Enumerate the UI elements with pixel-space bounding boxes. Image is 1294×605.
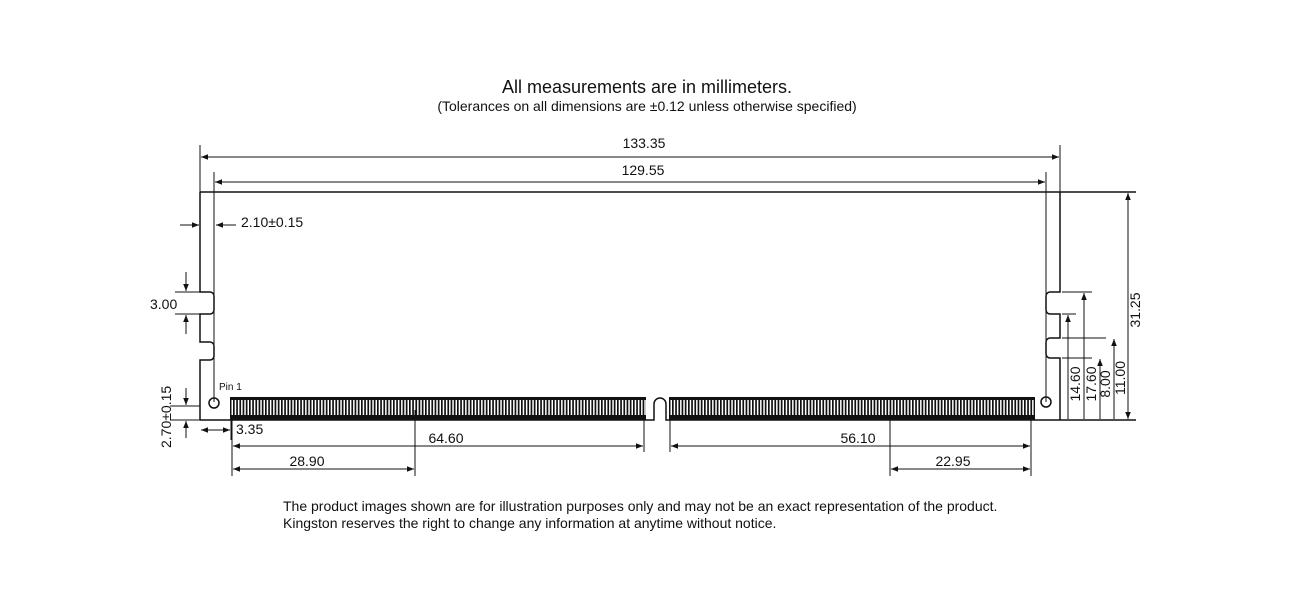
contact-pin-gap: [869, 400, 871, 415]
contact-pin-gap: [398, 400, 400, 415]
contact-pin-gap: [635, 400, 637, 415]
contact-pin-gap: [305, 400, 307, 415]
contact-pin-gap: [260, 400, 262, 415]
contact-pin-gap: [943, 400, 945, 415]
contact-pin-gap: [847, 400, 849, 415]
contact-pin-gap: [625, 400, 627, 415]
contact-pin-gap: [564, 400, 566, 415]
contact-pin-gap: [526, 400, 528, 415]
dim-left-contacts-length: 64.60: [428, 430, 464, 446]
contact-pin-gap: [975, 400, 977, 415]
contact-pin-gap: [235, 400, 237, 415]
contact-pin-gap: [789, 400, 791, 415]
contact-pin-gap: [856, 400, 858, 415]
dim-edge-offset: 2.10±0.15: [241, 214, 304, 230]
contact-pins-left: [230, 397, 646, 420]
contact-pin-gap: [433, 400, 435, 415]
contact-pin-gap: [516, 400, 518, 415]
contact-pin-gap: [933, 400, 935, 415]
contact-pin-gap: [401, 400, 403, 415]
contact-pin-gap: [494, 400, 496, 415]
contact-pin-gap: [363, 400, 365, 415]
contact-pin-gap: [891, 400, 893, 415]
contact-pin-gap: [296, 400, 298, 415]
contact-pin-gap: [840, 400, 842, 415]
dimension-lines: [170, 145, 1128, 476]
contact-pin-gap: [866, 400, 868, 415]
contact-pin-gap: [376, 400, 378, 415]
contact-pin-gap: [312, 400, 314, 415]
contact-pin-gap: [417, 400, 419, 415]
contact-pin-gap: [404, 400, 406, 415]
contact-pin-gap: [475, 400, 477, 415]
contact-pin-gap: [472, 400, 474, 415]
contact-pin-gap: [815, 400, 817, 415]
contact-pin-gap: [632, 400, 634, 415]
contact-pin-gap: [907, 400, 909, 415]
contact-pin-gap: [420, 400, 422, 415]
contact-pin-gap: [770, 400, 772, 415]
contact-pin-gap: [596, 400, 598, 415]
contact-pin-gap: [895, 400, 897, 415]
contact-pin-gap: [751, 400, 753, 415]
contact-pin-gap: [292, 400, 294, 415]
contact-pin-gap: [353, 400, 355, 415]
contact-pin-gap: [709, 400, 711, 415]
contact-pin-gap: [923, 400, 925, 415]
contact-pin-gap: [440, 400, 442, 415]
contact-pin-gap: [955, 400, 957, 415]
contact-pin-gap: [385, 400, 387, 415]
contact-pin-gap: [671, 400, 673, 415]
contact-pin-gap: [449, 400, 451, 415]
contact-pin-gap: [497, 400, 499, 415]
disclaimer-line-2: Kingston reserves the right to change any information at anytime without notice.: [283, 515, 777, 531]
contact-pin-gap: [949, 400, 951, 415]
dim-right-notch-offset: 22.95: [935, 453, 971, 469]
contact-pin-gap: [612, 400, 614, 415]
contact-pin-gap: [1029, 400, 1031, 415]
contact-pin-gap: [799, 400, 801, 415]
contact-pin-gap: [456, 400, 458, 415]
contact-pin-gap: [568, 400, 570, 415]
contact-pin-gap: [584, 400, 586, 415]
contact-pin-gap: [606, 400, 608, 415]
contact-pin-gap: [735, 400, 737, 415]
contact-pin-gap: [914, 400, 916, 415]
contact-pin-gap: [757, 400, 759, 415]
contact-pin-gap: [795, 400, 797, 415]
contact-pin-gap: [536, 400, 538, 415]
contact-pin-gap: [254, 400, 256, 415]
contact-pin-gap: [334, 400, 336, 415]
contact-pin-gap: [574, 400, 576, 415]
contact-pin-gap: [920, 400, 922, 415]
contact-pin-gap: [340, 400, 342, 415]
contact-pin-gap: [539, 400, 541, 415]
contact-pin-gap: [280, 400, 282, 415]
contact-pin-gap: [593, 400, 595, 415]
contact-pin-gap: [603, 400, 605, 415]
contact-pin-gap: [350, 400, 352, 415]
contact-pin-gap: [424, 400, 426, 415]
contact-pin-gap: [818, 400, 820, 415]
contact-strip: [669, 397, 1035, 420]
contact-pin-gap: [863, 400, 865, 415]
contact-pin-gap: [805, 400, 807, 415]
dim-right-contacts-length: 56.10: [840, 430, 876, 446]
contact-pin-gap: [244, 400, 246, 415]
contact-pin-gap: [241, 400, 243, 415]
contact-pin-gap: [843, 400, 845, 415]
contact-pin-gap: [552, 400, 554, 415]
contact-pin-gap: [699, 400, 701, 415]
contact-pin-gap: [1003, 400, 1005, 415]
contact-pin-gap: [452, 400, 454, 415]
contact-pin-gap: [831, 400, 833, 415]
contact-pin-gap: [927, 400, 929, 415]
contact-pin-gap: [687, 400, 689, 415]
contact-pin-gap: [484, 400, 486, 415]
contact-pin-gap: [436, 400, 438, 415]
contact-pin-gap: [360, 400, 362, 415]
contact-pin-gap: [491, 400, 493, 415]
contact-pin-gap: [763, 400, 765, 415]
contact-pin-gap: [715, 400, 717, 415]
contact-pin-gap: [744, 400, 746, 415]
contact-pin-gap: [513, 400, 515, 415]
contact-pins-right: [669, 397, 1035, 420]
contact-pin-gap: [917, 400, 919, 415]
dim-notch-height: 3.00: [150, 296, 178, 312]
contact-pin-gap: [786, 400, 788, 415]
contact-pin-gap: [430, 400, 432, 415]
contact-pin-gap: [827, 400, 829, 415]
contact-pin-gap: [821, 400, 823, 415]
contact-pin-gap: [388, 400, 390, 415]
contact-pin-gap: [722, 400, 724, 415]
contact-pin-gap: [427, 400, 429, 415]
contact-pin-gap: [577, 400, 579, 415]
contact-pin-gap: [981, 400, 983, 415]
contact-pin-gap: [411, 400, 413, 415]
contact-pin-gap: [738, 400, 740, 415]
page-subtitle: (Tolerances on all dimensions are ±0.12 unless otherwise specified): [437, 98, 857, 114]
contact-pin-gap: [754, 400, 756, 415]
module-outline: [200, 192, 1136, 420]
contact-pin-gap: [693, 400, 695, 415]
contact-pin-gap: [1019, 400, 1021, 415]
contact-pin-gap: [462, 400, 464, 415]
contact-pin-gap: [939, 400, 941, 415]
contact-pin-gap: [731, 400, 733, 415]
page-title: All measurements are in millimeters.: [501, 77, 793, 97]
contact-pin-gap: [251, 400, 253, 415]
contact-pin-gap: [1016, 400, 1018, 415]
dim-pcb-width: 129.55: [621, 162, 665, 178]
contact-pin-gap: [267, 400, 269, 415]
contact-pin-gap: [276, 400, 278, 415]
contact-pin-gap: [507, 400, 509, 415]
dim-14-60: 14.60: [1067, 366, 1083, 402]
contact-pin-gap: [619, 400, 621, 415]
contact-pin-gap: [776, 400, 778, 415]
contact-pin-gap: [946, 400, 948, 415]
contact-pin-gap: [837, 400, 839, 415]
contact-pin-gap: [542, 400, 544, 415]
contact-pin-gap: [532, 400, 534, 415]
contact-pin-gap: [622, 400, 624, 415]
contact-pin-gap: [369, 400, 371, 415]
contact-pin-gap: [991, 400, 993, 415]
contact-pin-gap: [984, 400, 986, 415]
contact-pin-gap: [561, 400, 563, 415]
dim-8-00: 8.00: [1097, 370, 1113, 398]
contact-pin-gap: [747, 400, 749, 415]
contact-pin-gap: [481, 400, 483, 415]
contact-pin-gap: [283, 400, 285, 415]
contact-pin-gap: [834, 400, 836, 415]
contact-pin-gap: [286, 400, 288, 415]
contact-pin-gap: [308, 400, 310, 415]
contact-pin-gap: [1010, 400, 1012, 415]
contact-pin-gap: [248, 400, 250, 415]
contact-pin-gap: [392, 400, 394, 415]
contact-pin-gap: [767, 400, 769, 415]
contact-pin-gap: [706, 400, 708, 415]
contact-pin-gap: [446, 400, 448, 415]
contact-pin-gap: [344, 400, 346, 415]
contact-pin-gap: [548, 400, 550, 415]
contact-pin-gap: [690, 400, 692, 415]
contact-pin-gap: [382, 400, 384, 415]
contact-pin-gap: [555, 400, 557, 415]
contact-pin-gap: [590, 400, 592, 415]
contact-pin-gap: [879, 400, 881, 415]
contact-pin-gap: [853, 400, 855, 415]
contact-pin-gap: [408, 400, 410, 415]
contact-pin-gap: [677, 400, 679, 415]
contact-pin-gap: [911, 400, 913, 415]
contact-pin-gap: [760, 400, 762, 415]
contact-pin-gap: [465, 400, 467, 415]
contact-pin-gap: [898, 400, 900, 415]
contact-pin-gap: [478, 400, 480, 415]
contact-pin-gap: [372, 400, 374, 415]
contact-pin-gap: [580, 400, 582, 415]
contact-pin-gap: [802, 400, 804, 415]
contact-pin-gap: [600, 400, 602, 415]
contact-pin-gap: [882, 400, 884, 415]
pin1-label: Pin 1: [219, 382, 242, 393]
contact-pin-gap: [500, 400, 502, 415]
contact-pin-gap: [302, 400, 304, 415]
contact-pin-gap: [994, 400, 996, 415]
contact-pin-gap: [587, 400, 589, 415]
dim-pin1-offset: 3.35: [236, 421, 264, 437]
contact-pin-gap: [1026, 400, 1028, 415]
contact-pin-gap: [1032, 400, 1034, 415]
contact-pin-gap: [488, 400, 490, 415]
contact-pin-gap: [703, 400, 705, 415]
contact-pin-gap: [318, 400, 320, 415]
contact-pin-gap: [468, 400, 470, 415]
contact-pin-gap: [1013, 400, 1015, 415]
contact-pin-gap: [683, 400, 685, 415]
contact-pin-gap: [959, 400, 961, 415]
contact-pin-gap: [888, 400, 890, 415]
contact-pin-gap: [347, 400, 349, 415]
contact-pin-gap: [741, 400, 743, 415]
contact-pin-gap: [997, 400, 999, 415]
contact-pin-gap: [571, 400, 573, 415]
contact-pin-gap: [273, 400, 275, 415]
disclaimer: [283, 498, 997, 532]
contact-pin-gap: [968, 400, 970, 415]
contact-pin-gap: [696, 400, 698, 415]
contact-pin-gap: [638, 400, 640, 415]
contact-pin-gap: [725, 400, 727, 415]
contact-pin-gap: [520, 400, 522, 415]
contact-pin-gap: [321, 400, 323, 415]
dim-11-00: 11.00: [1112, 361, 1128, 395]
contact-pin-gap: [264, 400, 266, 415]
contact-pin-gap: [504, 400, 506, 415]
contact-pin-gap: [779, 400, 781, 415]
contact-pin-gap: [728, 400, 730, 415]
contact-pin-gap: [529, 400, 531, 415]
contact-pin-gap: [1023, 400, 1025, 415]
contact-pin-gap: [962, 400, 964, 415]
dim-overall-width: 133.35: [622, 135, 666, 151]
dim-module-height: 31.25: [1127, 292, 1143, 328]
contact-pin-gap: [936, 400, 938, 415]
contact-pin-gap: [443, 400, 445, 415]
contact-pin-gap: [971, 400, 973, 415]
contact-pin-gap: [328, 400, 330, 415]
contact-pin-gap: [523, 400, 525, 415]
contact-pin-gap: [680, 400, 682, 415]
contact-pin-gap: [872, 400, 874, 415]
contact-pin-gap: [644, 400, 646, 415]
contact-pin-gap: [238, 400, 240, 415]
contact-pin-gap: [337, 400, 339, 415]
contact-pin-gap: [965, 400, 967, 415]
contact-pin-gap: [783, 400, 785, 415]
contact-pin-gap: [1000, 400, 1002, 415]
contact-pin-gap: [674, 400, 676, 415]
contact-pin-gap: [379, 400, 381, 415]
disclaimer-line-1: The product images shown are for illustration purposes only and may not be an exact representation of the product.: [283, 498, 998, 514]
contact-pin-gap: [459, 400, 461, 415]
contact-pin-gap: [289, 400, 291, 415]
contact-pin-gap: [616, 400, 618, 415]
contact-pin-gap: [641, 400, 643, 415]
contact-pin-gap: [356, 400, 358, 415]
contact-pin-gap: [545, 400, 547, 415]
contact-pin-gap: [324, 400, 326, 415]
contact-pin-gap: [558, 400, 560, 415]
contact-pin-gap: [773, 400, 775, 415]
contact-pin-gap: [232, 400, 234, 415]
contact-pin-gap: [885, 400, 887, 415]
contact-pin-gap: [299, 400, 301, 415]
contact-pin-gap: [270, 400, 272, 415]
contact-pin-gap: [859, 400, 861, 415]
contact-pin-gap: [904, 400, 906, 415]
contact-pin-gap: [952, 400, 954, 415]
contact-pin-gap: [1007, 400, 1009, 415]
contact-pin-gap: [719, 400, 721, 415]
contact-pin-gap: [315, 400, 317, 415]
contact-pin-gap: [395, 400, 397, 415]
dim-pin-area-height: 2.70±0.15: [158, 385, 174, 448]
contact-pin-gap: [808, 400, 810, 415]
contact-pin-gap: [609, 400, 611, 415]
contact-pin-gap: [850, 400, 852, 415]
contact-pin-gap: [628, 400, 630, 415]
contact-pin-gap: [930, 400, 932, 415]
contact-pin-gap: [978, 400, 980, 415]
contact-pin-gap: [792, 400, 794, 415]
contact-pin-gap: [987, 400, 989, 415]
contact-pin-gap: [257, 400, 259, 415]
contact-pin-gap: [712, 400, 714, 415]
contact-pin-gap: [331, 400, 333, 415]
contact-pin-gap: [824, 400, 826, 415]
dim-left-notch-offset: 28.90: [289, 453, 325, 469]
contact-pin-gap: [811, 400, 813, 415]
contact-pin-gap: [366, 400, 368, 415]
dim-17-60: 17.60: [1083, 366, 1099, 402]
contact-pin-gap: [901, 400, 903, 415]
contact-pin-gap: [875, 400, 877, 415]
contact-pin-gap: [510, 400, 512, 415]
